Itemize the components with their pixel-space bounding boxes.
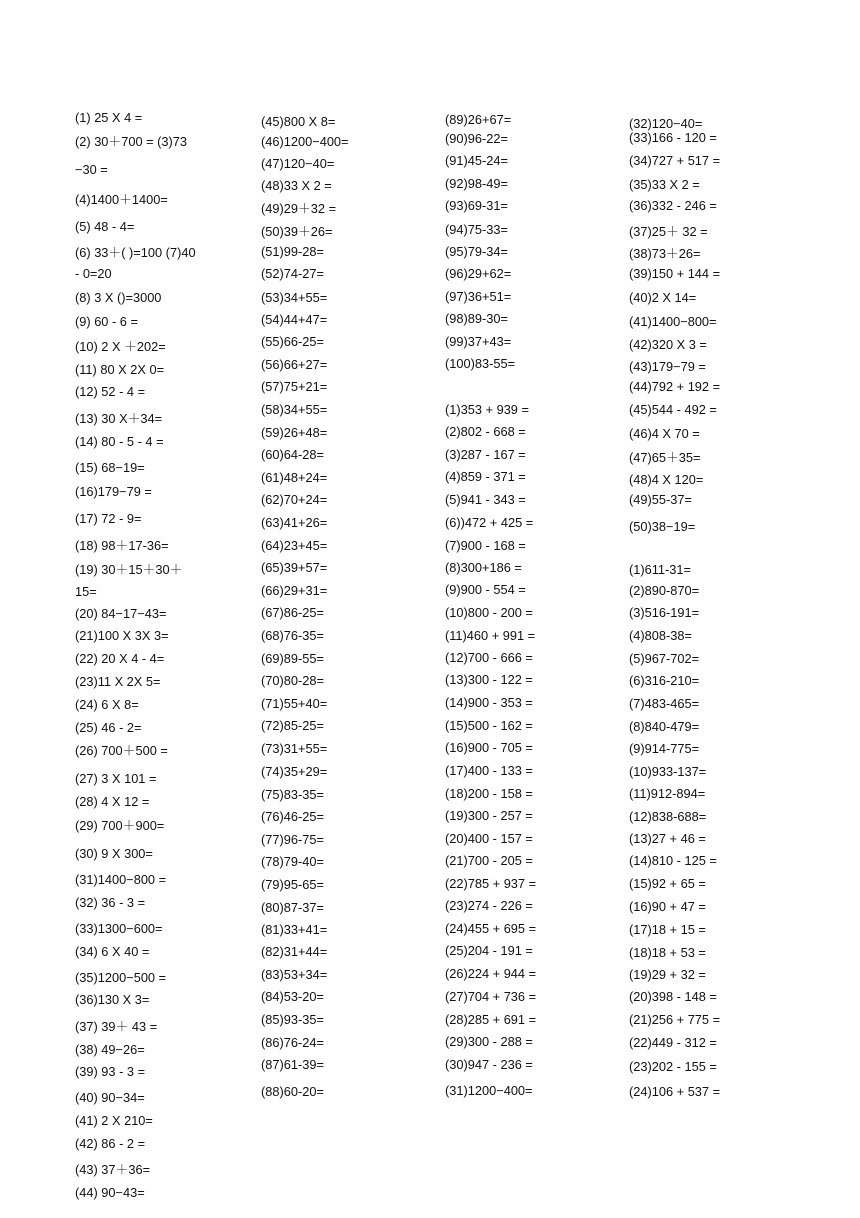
problem-line: (82)31+44= <box>261 944 328 959</box>
problem-line: (11) 80 X 2X 0= <box>75 362 165 377</box>
problem-line: (28) 4 X 12 = <box>75 794 150 809</box>
problem-line: (49)29＋32 = <box>261 201 337 216</box>
problem-line: (26)224 + 944 = <box>445 966 537 981</box>
problem-line: (86)76-24= <box>261 1035 324 1050</box>
problem-line: (32) 36 - 3 = <box>75 895 146 910</box>
problem-line: (77)96-75= <box>261 832 324 847</box>
problem-line: (26) 700＋500 = <box>75 743 168 758</box>
problem-line: (63)41+26= <box>261 515 328 530</box>
problem-line: (72)85-25= <box>261 718 324 733</box>
problem-line: (87)61-39= <box>261 1057 324 1072</box>
problem-line: (21)256 + 775 = <box>629 1012 721 1027</box>
problem-line: - 0=20 <box>75 266 112 281</box>
problem-line: (35)33 X 2 = <box>629 177 700 192</box>
problem-line: (10)933-137= <box>629 764 707 779</box>
problem-line: (71)55+40= <box>261 696 328 711</box>
problem-line: (42)320 X 3 = <box>629 337 707 352</box>
problem-line: (16)90 + 47 = <box>629 899 706 914</box>
problem-line: (34) 6 X 40 = <box>75 944 150 959</box>
problem-line: (28)285 + 691 = <box>445 1012 537 1027</box>
problem-line: (46)1200−400= <box>261 134 349 149</box>
problem-line: (97)36+51= <box>445 289 512 304</box>
problem-line: (9)900 - 554 = <box>445 582 526 597</box>
problem-line: (24)106 + 537 = <box>629 1084 721 1099</box>
problem-line: (95)79-34= <box>445 244 508 259</box>
problem-line: 15= <box>75 584 97 599</box>
problem-line: (91)45-24= <box>445 153 508 168</box>
problem-line: (14) 80 - 5 - 4 = <box>75 434 164 449</box>
problem-line: (2)802 - 668 = <box>445 424 526 439</box>
problem-line: (31)1400−800 = <box>75 872 167 887</box>
problem-line: (64)23+45= <box>261 538 328 553</box>
problem-line: (27)704 + 736 = <box>445 989 537 1004</box>
problem-line: (59)26+48= <box>261 425 328 440</box>
problem-line: (13)300 - 122 = <box>445 672 533 687</box>
problem-line: (70)80-28= <box>261 673 324 688</box>
problem-line: (11)912-894= <box>629 786 706 801</box>
problem-line: (75)83-35= <box>261 787 324 802</box>
problem-line: (23)202 - 155 = <box>629 1059 717 1074</box>
problem-line: (21)100 X 3X 3= <box>75 628 169 643</box>
problem-line: (5)967-702= <box>629 651 700 666</box>
problem-line: (90)96-22= <box>445 131 508 146</box>
problem-line: (78)79-40= <box>261 854 324 869</box>
problem-line: (1)353 + 939 = <box>445 402 529 417</box>
problem-line: (50)39＋26= <box>261 224 333 239</box>
problem-line: (29) 700＋900= <box>75 818 165 833</box>
problem-line: (76)46-25= <box>261 809 324 824</box>
problem-line: (69)89-55= <box>261 651 324 666</box>
problem-line: (6))472 + 425 = <box>445 515 534 530</box>
problem-line: (22)785 + 937 = <box>445 876 537 891</box>
problem-line: (15) 68−19= <box>75 460 145 475</box>
problem-line: (15)500 - 162 = <box>445 718 533 733</box>
problem-line: (33)1300−600= <box>75 921 163 936</box>
problem-line: (10) 2 X ＋202= <box>75 339 166 354</box>
problem-line: (25) 46 - 2= <box>75 720 142 735</box>
problem-line: (88)60-20= <box>261 1084 324 1099</box>
problem-line: (6) 33＋( )=100 (7)40 <box>75 245 196 260</box>
problem-line: (83)53+34= <box>261 967 328 982</box>
problem-line: (18) 98＋17-36= <box>75 538 169 553</box>
problem-line: (19)29 + 32 = <box>629 967 706 982</box>
problem-line: (31)1200−400= <box>445 1083 533 1098</box>
problem-line: (41) 2 X 210= <box>75 1113 153 1128</box>
problem-line: (12)700 - 666 = <box>445 650 533 665</box>
problem-line: (50)38−19= <box>629 519 696 534</box>
problem-line: (41)1400−800= <box>629 314 717 329</box>
problem-line: (48)33 X 2 = <box>261 178 332 193</box>
problem-line: (2) 30＋700 = (3)73 <box>75 134 188 149</box>
problem-line: (44)792 + 192 = <box>629 379 721 394</box>
problem-line: (32)120−40= <box>629 116 703 131</box>
problem-line: (22) 20 X 4 - 4= <box>75 651 165 666</box>
problem-line: (46)4 X 70 = <box>629 426 700 441</box>
problem-line: (42) 86 - 2 = <box>75 1136 146 1151</box>
problem-line: (43)179−79 = <box>629 359 706 374</box>
problem-line: (7)900 - 168 = <box>445 538 526 553</box>
problem-line: (47)120−40= <box>261 156 335 171</box>
problem-line: (17) 72 - 9= <box>75 511 142 526</box>
problem-line: (3)287 - 167 = <box>445 447 526 462</box>
problem-line: (24)455 + 695 = <box>445 921 537 936</box>
problem-line: (21)700 - 205 = <box>445 853 533 868</box>
problem-line: (13)27 + 46 = <box>629 831 706 846</box>
problem-line: (7)483-465= <box>629 696 700 711</box>
problem-line: −30 = <box>75 162 108 177</box>
problem-line: (9) 60 - 6 = <box>75 314 138 329</box>
problem-line: (38)73＋26= <box>629 246 701 261</box>
problem-line: (94)75-33= <box>445 222 508 237</box>
problem-line: (65)39+57= <box>261 560 328 575</box>
problem-line: (19)300 - 257 = <box>445 808 533 823</box>
problem-line: (25)204 - 191 = <box>445 943 533 958</box>
problem-line: (14)900 - 353 = <box>445 695 533 710</box>
problem-line: (12)838-688= <box>629 809 707 824</box>
problem-line: (57)75+21= <box>261 379 328 394</box>
problem-line: (14)810 - 125 = <box>629 853 717 868</box>
problem-line: (34)727 + 517 = <box>629 153 721 168</box>
problem-line: (30)947 - 236 = <box>445 1057 533 1072</box>
problem-line: (1) 25 X 4 = <box>75 110 143 125</box>
problem-line: (61)48+24= <box>261 470 328 485</box>
problem-line: (37)25＋ 32 = <box>629 224 708 239</box>
problem-line: (73)31+55= <box>261 741 328 756</box>
problem-line: (27) 3 X 101 = <box>75 771 157 786</box>
problem-line: (36)332 - 246 = <box>629 198 717 213</box>
problem-line: (10)800 - 200 = <box>445 605 533 620</box>
problem-line: (12) 52 - 4 = <box>75 384 146 399</box>
problem-line: (54)44+47= <box>261 312 328 327</box>
problem-line: (53)34+55= <box>261 290 328 305</box>
problem-line: (9)914-775= <box>629 741 700 756</box>
problem-line: (30) 9 X 300= <box>75 846 153 861</box>
problem-line: (39) 93 - 3 = <box>75 1064 146 1079</box>
problem-line: (68)76-35= <box>261 628 324 643</box>
problem-line: (100)83-55= <box>445 356 516 371</box>
problem-line: (19) 30＋15＋30＋ <box>75 562 183 577</box>
problem-line: (92)98-49= <box>445 176 508 191</box>
problem-line: (8)840-479= <box>629 719 700 734</box>
problem-line: (52)74-27= <box>261 266 324 281</box>
problem-line: (18)18 + 53 = <box>629 945 706 960</box>
problem-line: (13) 30 X＋34= <box>75 411 163 426</box>
problem-line: (47)65＋35= <box>629 450 701 465</box>
problem-line: (3)516-191= <box>629 605 700 620</box>
problem-line: (84)53-20= <box>261 989 324 1004</box>
problem-line: (67)86-25= <box>261 605 324 620</box>
problem-line: (37) 39＋ 43 = <box>75 1019 158 1034</box>
problem-line: (51)99-28= <box>261 244 324 259</box>
problem-line: (29)300 - 288 = <box>445 1034 533 1049</box>
problem-line: (96)29+62= <box>445 266 512 281</box>
problem-line: (98)89-30= <box>445 311 508 326</box>
problem-line: (55)66-25= <box>261 334 324 349</box>
problem-line: (89)26+67= <box>445 112 512 127</box>
problem-line: (60)64-28= <box>261 447 324 462</box>
problem-line: (4)859 - 371 = <box>445 469 526 484</box>
problem-line: (16)900 - 705 = <box>445 740 533 755</box>
problem-line: (1)611-31= <box>629 562 692 577</box>
problem-line: (39)150 + 144 = <box>629 266 721 281</box>
problem-line: (16)179−79 = <box>75 484 152 499</box>
problem-line: (23)11 X 2X 5= <box>75 674 161 689</box>
problem-line: (11)460 + 991 = <box>445 628 536 643</box>
problem-line: (23)274 - 226 = <box>445 898 533 913</box>
problem-line: (93)69-31= <box>445 198 508 213</box>
problem-line: (24) 6 X 8= <box>75 697 139 712</box>
problem-line: (44) 90−43= <box>75 1185 145 1200</box>
problem-line: (8)300+186 = <box>445 560 522 575</box>
problem-line: (62)70+24= <box>261 492 328 507</box>
problem-line: (2)890-870= <box>629 583 700 598</box>
problem-line: (20)398 - 148 = <box>629 989 717 1004</box>
problem-line: (17)18 + 15 = <box>629 922 706 937</box>
problem-line: (22)449 - 312 = <box>629 1035 717 1050</box>
problem-line: (20) 84−17−43= <box>75 606 167 621</box>
problem-line: (4)808-38= <box>629 628 692 643</box>
problem-line: (85)93-35= <box>261 1012 324 1027</box>
problem-line: (49)55-37= <box>629 492 692 507</box>
problem-line: (5) 48 - 4= <box>75 219 135 234</box>
problem-line: (80)87-37= <box>261 900 324 915</box>
problem-line: (8) 3 X ()=3000 <box>75 290 162 305</box>
problem-line: (35)1200−500 = <box>75 970 167 985</box>
problem-line: (45)544 - 492 = <box>629 402 717 417</box>
problem-line: (81)33+41= <box>261 922 328 937</box>
problem-line: (4)1400＋1400= <box>75 192 168 207</box>
problem-line: (45)800 X 8= <box>261 114 336 129</box>
problem-line: (79)95-65= <box>261 877 324 892</box>
problem-line: (43) 37＋36= <box>75 1162 151 1177</box>
problem-line: (58)34+55= <box>261 402 328 417</box>
problem-line: (56)66+27= <box>261 357 328 372</box>
problem-line: (40)2 X 14= <box>629 290 697 305</box>
problem-line: (33)166 - 120 = <box>629 130 717 145</box>
problem-line: (48)4 X 120= <box>629 472 704 487</box>
problem-line: (15)92 + 65 = <box>629 876 706 891</box>
problem-line: (18)200 - 158 = <box>445 786 533 801</box>
problem-line: (99)37+43= <box>445 334 512 349</box>
problem-line: (17)400 - 133 = <box>445 763 533 778</box>
problem-line: (74)35+29= <box>261 764 328 779</box>
problem-line: (40) 90−34= <box>75 1090 145 1105</box>
problem-line: (20)400 - 157 = <box>445 831 533 846</box>
problem-line: (38) 49−26= <box>75 1042 145 1057</box>
problem-line: (36)130 X 3= <box>75 992 150 1007</box>
problem-line: (66)29+31= <box>261 583 328 598</box>
problem-line: (5)941 - 343 = <box>445 492 526 507</box>
problem-line: (6)316-210= <box>629 673 700 688</box>
